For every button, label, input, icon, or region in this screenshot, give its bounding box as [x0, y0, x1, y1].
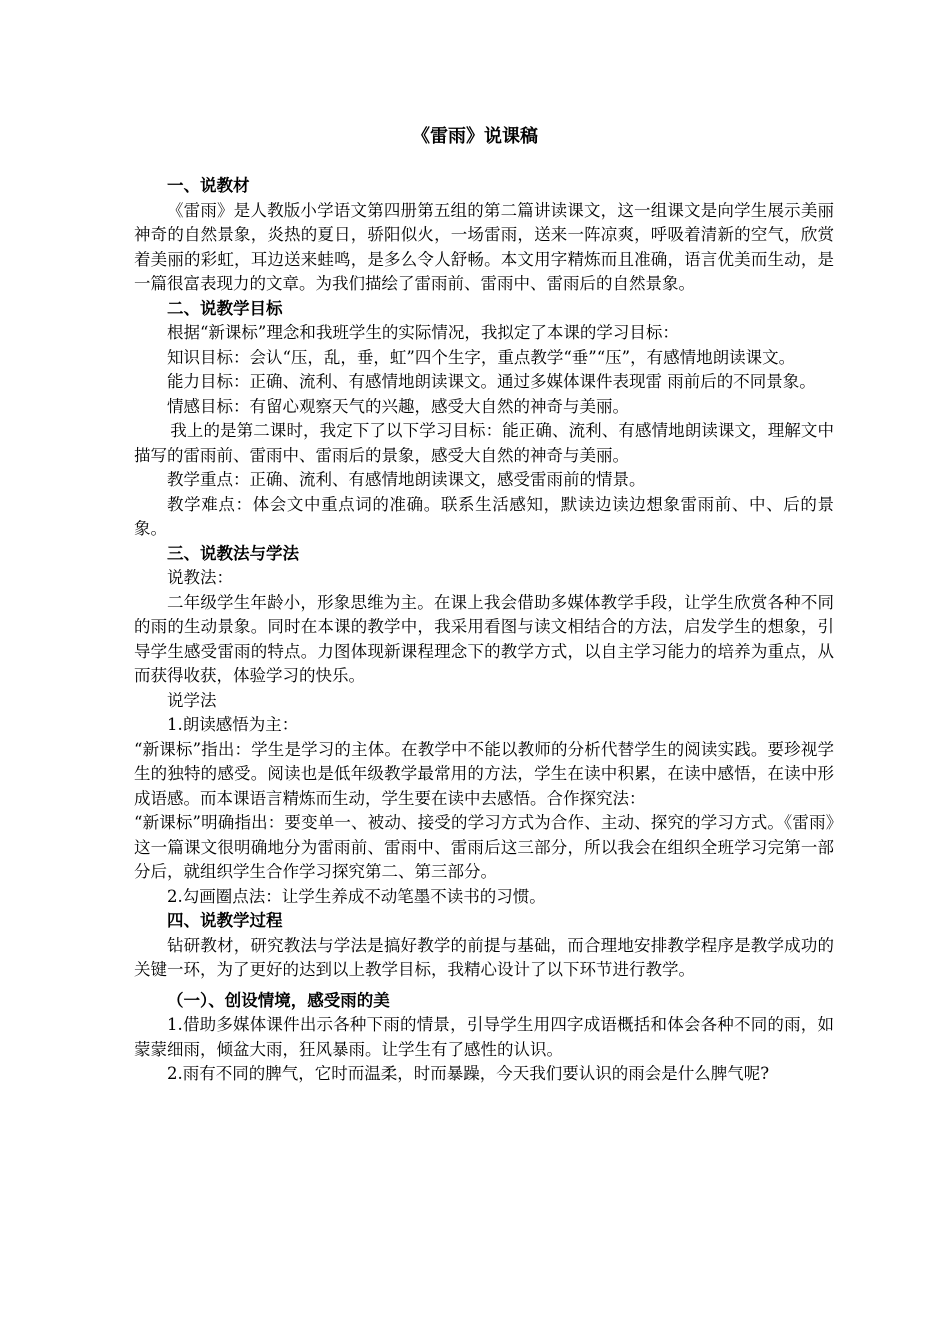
- paragraph: 根据“新课标”理念和我班学生的实际情况，我拟定了本课的学习目标：: [167, 323, 679, 342]
- paragraph: 说教法：: [167, 568, 233, 587]
- paragraph: 我上的是第二课时，我定下了以下学习目标：能正确、流利、有感情地朗读课文，理解文中描写的雷雨前、雷雨中、雷雨后的景象，感受大自然的神奇与美丽。: [134, 421, 834, 465]
- section-heading: 一、说教材: [167, 176, 250, 195]
- paragraph: 2.雨有不同的脾气，它时而温柔，时而暴躁，今天我们要认识的雨会是什么脾气呢?: [167, 1064, 770, 1083]
- document-title: 《雷雨》说课稿: [412, 126, 538, 147]
- paragraph: “新课标”明确指出：要变单一、被动、接受的学习方式为合作、主动、探究的学习方式。《雷雨》这一篇课文很明确地分为雷雨前、雷雨中、雷雨后这三部分，所以我会在组织全班学习完第一部分后，就组织学生合作学习探究第二、第三部分。: [134, 813, 834, 881]
- section-heading: 三、说教法与学法: [167, 543, 299, 563]
- document-body: [134, 174, 834, 1087]
- section-heading: 二、说教学目标: [167, 298, 283, 318]
- paragraph: 1.借助多媒体课件出示各种下雨的情景，引导学生用四字成语概括和体会各种不同的雨，如蒙蒙细雨，倾盆大雨，狂风暴雨。让学生有了感性的认识。: [134, 1015, 834, 1059]
- paragraph: 知识目标：会认“压，乱，垂，虹”四个生字，重点教学“垂”“压”，有感情地朗读课文。: [167, 347, 796, 367]
- paragraph: 情感目标：有留心观察天气的兴趣，感受大自然的神奇与美丽。: [167, 396, 629, 416]
- paragraph: 1.朗读感悟为主：: [167, 715, 299, 734]
- paragraph: 说学法: [167, 690, 217, 710]
- paragraph: 《雷雨》是人教版小学语文第四册第五组的第二篇讲读课文，这一组课文是向学生展示美丽神奇的自然景象，炎热的夏日，骄阳似火，一场雷雨，送来一阵凉爽，呼吸着清新的空气，欣赏着美丽的彩虹，耳边送来蛙鸣，是多么令人舒畅。本文用字精炼而且准确，语言优美而生动，是一篇很富表现力的文章。为我们描绘了雷雨前、雷雨中、雷雨后的自然景象。: [134, 200, 834, 293]
- paragraph: 能力目标：正确、流利、有感情地朗读课文。通过多媒体课件表现雷 雨前后的不同景象。: [167, 372, 816, 391]
- paragraph: 2.勾画圈点法：让学生养成不动笔墨不读书的习惯。: [167, 886, 546, 906]
- paragraph: “新课标”指出：学生是学习的主体。在教学中不能以教师的分析代替学生的阅读实践。要珍视学生的独特的感受。阅读也是低年级教学最常用的方法，学生在读中积累，在读中感悟，在读中形成语感。而本课语言精炼而生动，学生要在读中去感悟。合作探究法：: [134, 739, 834, 808]
- paragraph: 钻研教材，研究教法与学法是搞好教学的前提与基础，而合理地安排教学程序是教学成功的关键一环，为了更好的达到以上教学目标，我精心设计了以下环节进行教学。: [134, 935, 834, 979]
- paragraph: 二年级学生年龄小，形象思维为主。在课上我会借助多媒体教学手段，让学生欣赏各种不同的雨的生动景象。同时在本课的教学中，我采用看图与读文相结合的方法，启发学生的想象，引导学生感受雷雨的特点。力图体现新课程理念下的教学方式，以自主学习能力的培养为重点，从而获得收获，体验学习的快乐。: [134, 592, 834, 685]
- subsection-heading: （一）、创设情境，感受雨的美: [167, 990, 390, 1010]
- paragraph: 教学重点：正确、流利、有感情地朗读课文，感受雷雨前的情景。: [167, 470, 646, 489]
- paragraph: 教学难点：体会文中重点词的准确。联系生活感知，默读边读边想象雷雨前、中、后的景象。: [134, 494, 834, 538]
- section-heading: 四、说教学过程: [167, 911, 283, 930]
